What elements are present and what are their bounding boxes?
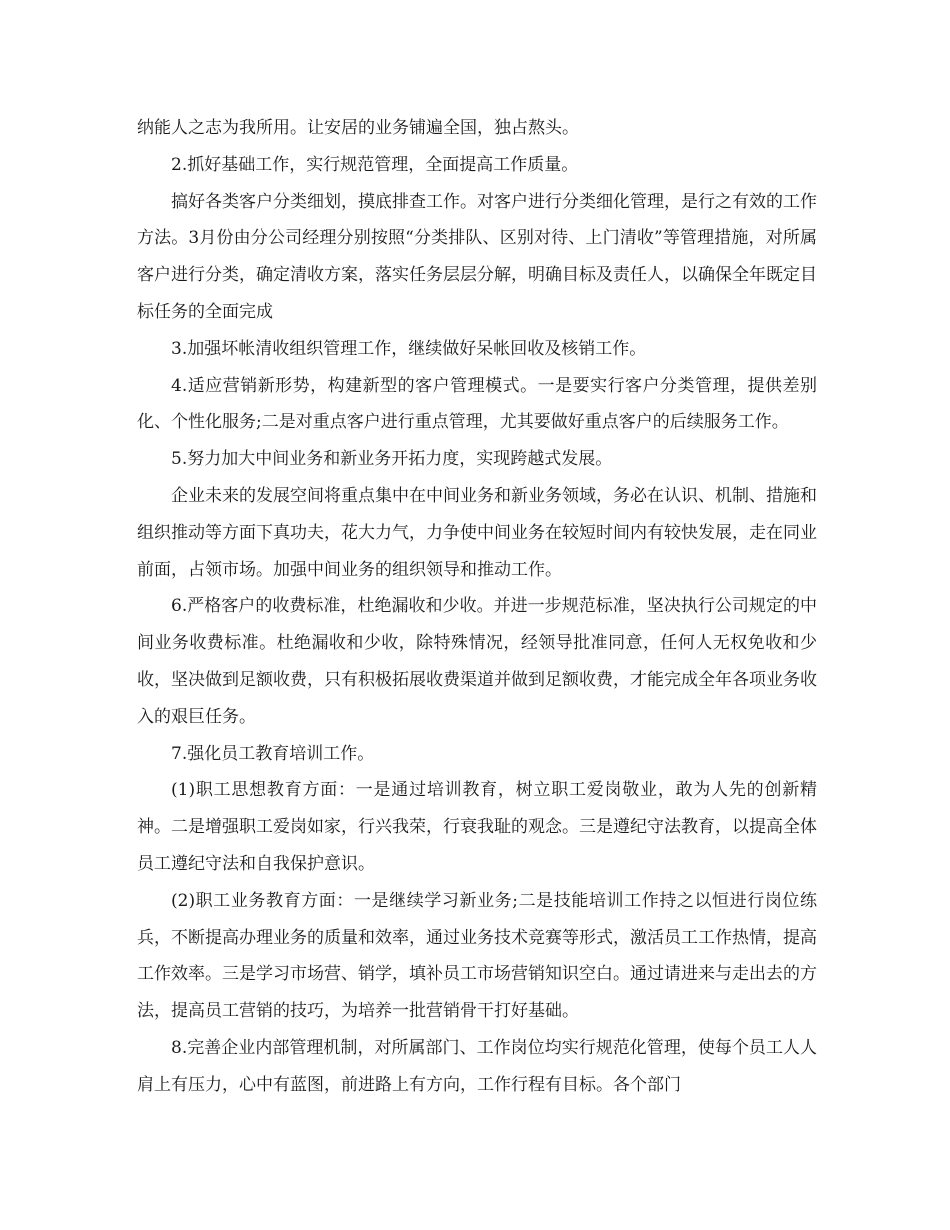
paragraph-item-6: 6.严格客户的收费标准，杜绝漏收和少收。并进一步规范标准，坚决执行公司规定的中间业务收费标准。杜绝漏收和少收，除特殊情况，经领导批准同意，任何人无权免收和少收，坚决做到足额收费，只有积极拓展收费渠道并做到足额收费，才能完成全年各项业务收入的艰巨任务。 bbox=[137, 596, 817, 727]
paragraph-item-5-heading: 5.努力加大中间业务和新业务开拓力度，实现跨越式发展。 bbox=[171, 449, 613, 470]
paragraph-item-8: 8.完善企业内部管理机制，对所属部门、工作岗位均实行规范化管理，使每个员工人人肩上有压力，心中有蓝图，前进路上有方向，工作行程有目标。各个部门 bbox=[137, 1037, 817, 1095]
paragraph-item-7-heading: 7.强化员工教育培训工作。 bbox=[171, 743, 375, 764]
paragraph-continuation: 纳能人之志为我所用。让安居的业务铺遍全国，独占熬头。 bbox=[137, 118, 579, 138]
paragraph-item-7-sub-2: (2)职工业务教育方面：一是继续学习新业务;二是技能培训工作持之以恒进行岗位练兵，不断提高办理业务的质量和效率，通过业务技术竞赛等形式，激活员工工作热情，提高工作效率。三是学习市场营、销学，填补员工市场营销知识空白。通过请进来与走出去的方法，提高员工营销的技巧，为培养一批营销骨干打好基础。 bbox=[137, 890, 817, 1022]
paragraph-item-3-heading: 3.加强坏帐清收组织管理工作，继续做好呆帐回收及核销工作。 bbox=[171, 338, 647, 359]
paragraph-item-2-body: 搞好各类客户分类细划，摸底排查工作。对客户进行分类细化管理，是行之有效的工作方法。3月份由分公司经理分别按照“分类排队、区别对待、上门清收”等管理措施，对所属客户进行分类，确定清收方案，落实任务层层分解，明确目标及责任人，以确保全年既定目标任务的全面完成 bbox=[137, 191, 817, 322]
paragraph-item-2-heading: 2.抓好基础工作，实行规范管理，全面提高工作质量。 bbox=[171, 154, 579, 175]
paragraph-item-4: 4.适应营销新形势，构建新型的客户管理模式。一是要实行客户分类管理，提供差别化、个性化服务;二是对重点客户进行重点管理，尤其要做好重点客户的后续服务工作。 bbox=[137, 375, 817, 433]
paragraph-item-5-body: 企业未来的发展空间将重点集中在中间业务和新业务领域，务必在认识、机制、措施和组织推动等方面下真功夫，花大力气，力争使中间业务在较短时间内有较快发展，走在同业前面，占领市场。加强中间业务的组织领导和推动工作。 bbox=[137, 485, 817, 580]
document-body bbox=[137, 110, 817, 1104]
paragraph-item-7-sub-1: (1)职工思想教育方面：一是通过培训教育，树立职工爱岗敬业，敢为人先的创新精神。二是增强职工爱岗如家，行兴我荣，行衰我耻的观念。三是遵纪守法教育，以提高全体员工遵纪守法和自我保护意识。 bbox=[137, 780, 817, 874]
